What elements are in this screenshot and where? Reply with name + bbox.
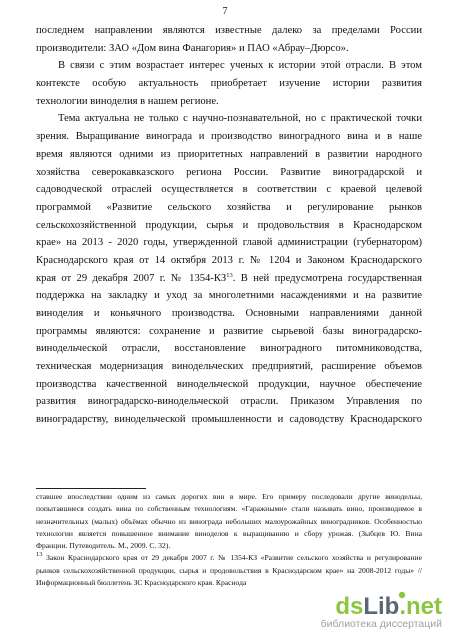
body-line: сельскохозяйственной продукции, сырья и продовольствия в Краснодарском [36,219,422,231]
body-line: производители: ЗАО «Дом вина Фанагория» и ПАО «Абрау–Дюрсо». [36,42,349,54]
footnote-line: ставшее впоследствии одним из самых дорогих вин в мире. Его примеру последовали другие винодельы, [36,492,422,501]
body-line: развития виноградарско-винодельческой отрасли. Приказом Управления по [36,396,422,408]
logo-net: .net [399,593,442,617]
body-line: крае» на 2013 - 2020 годы, утвержденной главой администрации (губернатором) [36,237,422,249]
footnote-line: Информационный бюллетень ЗС Краснодарского края. Краснода [36,578,247,588]
logo-ds: ds [335,593,364,617]
body-text [36,22,422,429]
footnote-number-13: 13 [36,552,43,559]
body-line: зрения. Выращивание винограда и производство виноградного вина и в наше [36,131,422,143]
body-line: контексте особую актуальность приобретает изучение истории развития [36,78,422,90]
body-line: технологии виноделия в нашем регионе. [36,95,219,107]
body-line: последнем направлении являются известные далеко за пределами России [36,25,422,36]
footnote-line: незначительных (малых) объёмах обычно из винограда небольших малоурожайных виноградников. Особенностью [36,516,422,526]
body-line: виноделия и коньячного производства. Основными направлениями данной [36,308,422,319]
footnote-line: попытавшиеся создать вина по собственным технологиям. «Гаражными» стали называть вино, производимое в [36,504,422,514]
body-line: производства качественной винодельческой продукции, научное обеспечение [36,378,422,390]
body-line: поддержка на закладку и уход за многолетними насаждениями и на развитие [36,290,422,302]
svg-text:dsLib.net [335,593,442,617]
body-line: Тема актуальна не только с научно-познавательной, но с практической точки [58,113,422,125]
body-line [36,270,422,288]
body-line: программы являются: сохранение и развитие сырьевой базы виноградарско- [36,325,422,337]
footnotes [36,491,422,589]
body-line: Краснодарского края от 14 октября 2013 г. № 1204 и Законом Краснодарского [36,254,422,266]
footnote-line: Франции. Путеводитель. М., 2009. С. 32). [36,541,171,551]
body-line: виноградарству, винодельческой промышленности и садоводству Краснодарского [36,414,422,426]
page-number: 7 [222,6,228,17]
body-line: хозяйства северокавказского региона России. Развитие виноградарской и [36,166,422,178]
body-line: винодельческой отрасли, восстановление виноградного питомниководства, [36,343,422,355]
footnote-text: Закон Краснодарского края от 29 декабря 2007 г. № 1354-КЗ «Развитие сельского хозяйства и регулирование [42,553,422,563]
dslib-logo [306,589,442,617]
body-line-end: . В ней предусмотрена государственная [232,272,422,284]
body-line: В связи с этим возрастает интерес ученых к истории этой отрасли. В этом [58,60,422,72]
dslib-watermark [306,589,442,633]
footnote-line: рынков сельскохозяйственной продукции, сырья и продовольствия в Краснодарском крае» на 2008-2012 годы» // [36,565,422,575]
footnote-divider [36,488,146,489]
footnote-line: технологии является повышенное внимание виноделов к выращиванию и сбору урожая. (Зыбцев Ю. Вина [36,528,422,538]
body-line-start: края от 29 декабря 2007 г. № 1354-КЗ [36,272,227,284]
watermark-subtitle: библиотека диссертаций [320,618,442,630]
body-line: время являются одними из приоритетных направлений в развитии народного [36,148,422,160]
body-line: садоводческой отраслей осуществляется в соответствии с краевой целевой [36,184,422,196]
footnote-ref-13: 13 [226,271,233,279]
body-line: программой «Развитие сельского хозяйства и регулирование рынков [36,201,422,213]
body-line: техническая модернизация винодельческих предприятий, расширение объемов [36,361,422,373]
footnote-line [36,552,422,564]
logo-lib: Lib [363,593,400,617]
